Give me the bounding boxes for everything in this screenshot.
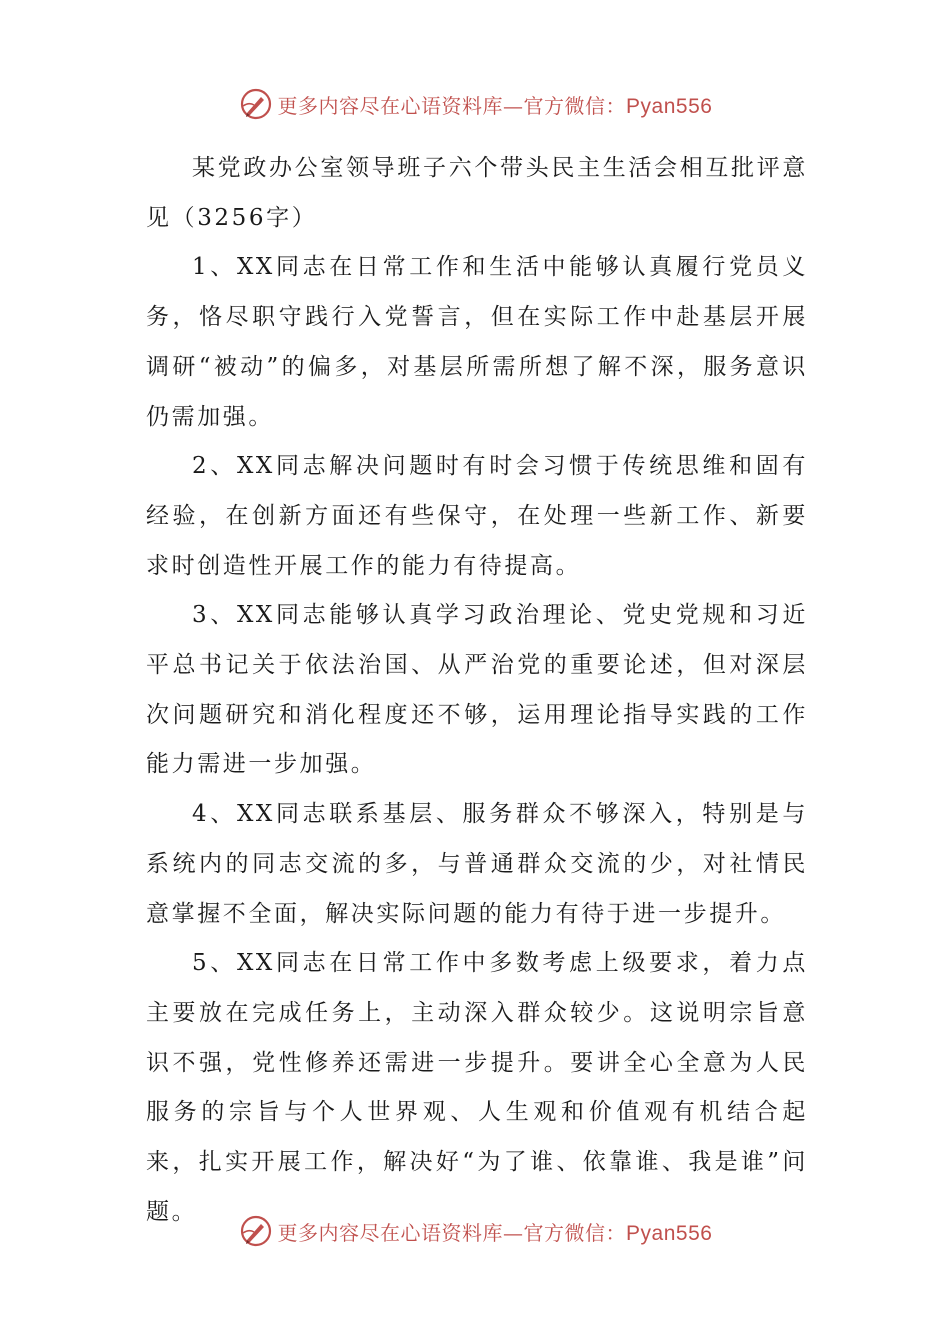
banner-wechat-id: Pyan556 — [626, 94, 713, 118]
paragraph-2: 2、XX同志解决问题时有时会习惯于传统思维和固有经验，在创新方面还有些保守，在处理一些新工作、新要求时创造性开展工作的能力有待提高。 — [146, 453, 808, 579]
document-body — [146, 144, 808, 1237]
paragraph-4: 4、XX同志联系基层、服务群众不够深入，特别是与系统内的同志交流的多，与普通群众交流的少，对社情民意掌握不全面，解决实际问题的能力有待于进一步提升。 — [146, 801, 808, 927]
paragraph-5: 5、XX同志在日常工作中多数考虑上级要求，着力点主要放在完成任务上，主动深入群众较少。这说明宗旨意识不强，党性修养还需进一步提升。要讲全心全意为人民服务的宗旨与个人世界观、人生观和价值观有机结合起来，扎实开展工作，解决好“为了谁、依靠谁、我是谁”问题。 — [146, 950, 808, 1225]
footer-banner — [0, 1211, 950, 1251]
banner-dash: — — [503, 1220, 524, 1245]
paragraph-3: 3、XX同志能够认真学习政治理论、党史党规和习近平总书记关于依法治国、从严治党的重要论述，但对深层次问题研究和消化程度还不够，运用理论指导实践的工作能力需进一步加强。 — [146, 602, 808, 778]
banner-text — [278, 1217, 713, 1246]
pen-logo-icon — [238, 1213, 274, 1249]
banner-main-text: 更多内容尽在心语资料库 — [277, 93, 504, 118]
paragraph-1: 1、XX同志在日常工作和生活中能够认真履行党员义务，恪尽职守践行入党誓言，但在实际工作中赴基层开展调研“被动”的偏多，对基层所需所想了解不深，服务意识仍需加强。 — [146, 254, 808, 430]
banner-wechat-label: 官方微信： — [523, 93, 627, 118]
banner-dash: — — [503, 93, 524, 118]
banner-text — [278, 90, 713, 119]
document-title: 某党政办公室领导班子六个带头民主生活会相互批评意见（3256字） — [146, 155, 808, 231]
pen-logo-icon — [238, 86, 274, 122]
banner-main-text: 更多内容尽在心语资料库 — [277, 1220, 504, 1245]
header-banner — [0, 84, 950, 124]
banner-wechat-id: Pyan556 — [626, 1221, 713, 1245]
banner-wechat-label: 官方微信： — [523, 1220, 627, 1245]
